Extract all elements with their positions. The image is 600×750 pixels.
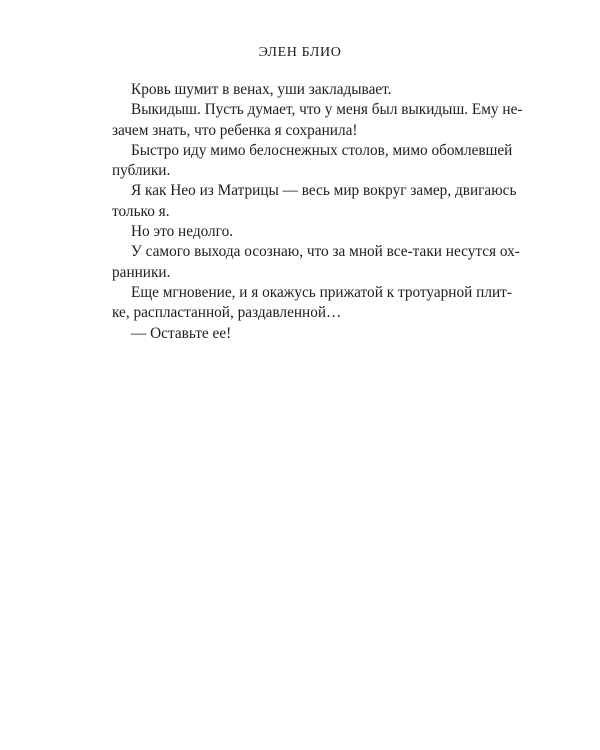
text-line: Еще мгновение, и я окажусь прижатой к тротуарной плит-: [131, 283, 512, 301]
text-line: Я как Нео из Матрицы — весь мир вокруг замер, двигаюсь: [131, 182, 517, 200]
paragraph: [112, 141, 513, 182]
text-line: Выкидыш. Пусть думает, что у меня был выкидыш. Ему не-: [131, 101, 523, 119]
text-line: публики.: [112, 162, 171, 180]
paragraph: [112, 242, 520, 283]
text-line: ке, распластанной, раздавленной…: [112, 304, 342, 322]
text-line: У самого выхода осознаю, что за мной все-таки несутся ох-: [131, 243, 520, 261]
body-text: [112, 80, 523, 344]
paragraph: [112, 222, 498, 242]
running-header: ЭЛЕН БЛИО: [258, 45, 342, 60]
paragraph: [112, 181, 517, 222]
text-line: Кровь шумит в венах, уши закладывает.: [131, 81, 392, 98]
paragraph: [112, 324, 498, 344]
text-line: зачем знать, что ребенка я сохранила!: [112, 121, 358, 139]
text-line: Быстро иду мимо белоснежных столов, мимо обомлевшей: [131, 141, 513, 159]
text-line: только я.: [112, 202, 170, 220]
paragraph: [112, 80, 498, 100]
text-line: ранники.: [112, 263, 171, 281]
text-line: Но это недолго.: [131, 223, 234, 241]
paragraph: [112, 283, 512, 324]
paragraph: [112, 100, 523, 141]
text-line: — Оставьте ее!: [131, 324, 232, 342]
